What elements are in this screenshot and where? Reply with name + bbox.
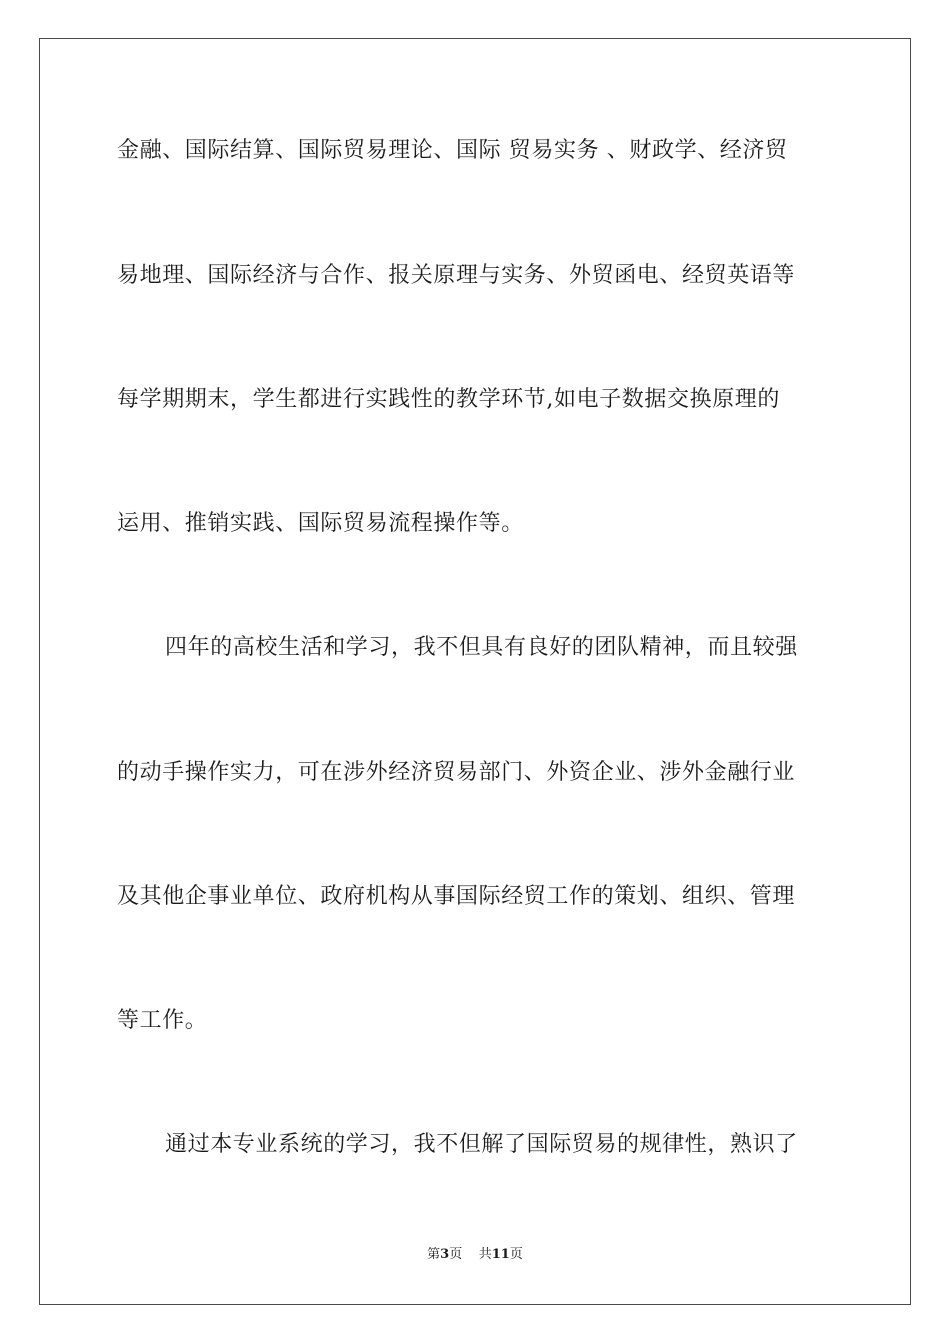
total-prefix: 共 [478,1247,492,1262]
page-prefix: 第 [427,1247,441,1262]
body-line-4: 运用、推销实践、国际贸易流程操作等。 [117,511,524,536]
body-line-5: 四年的高校生活和学习，我不但具有良好的团队精神，而且较强 [165,635,798,660]
body-line-3: 每学期期末，学生都进行实践性的教学环节,如电子数据交换原理的 [117,387,780,412]
total-suffix: 页 [509,1247,523,1262]
body-line-7: 及其他企事业单位、政府机构从事国际经贸工作的策划、组织、管理 [117,884,796,909]
page-suffix: 页 [449,1247,463,1262]
page-footer [0,1246,950,1264]
body-line-9: 通过本专业系统的学习，我不但解了国际贸易的规律性，熟识了 [165,1132,798,1157]
total-pages: 11 [491,1247,510,1262]
body-line-8: 等工作。 [117,1008,208,1033]
body-line-2: 易地理、国际经济与合作、报关原理与实务、外贸函电、经贸英语等 [117,263,796,288]
page-number: 3 [440,1247,450,1262]
body-line-6: 的动手操作实力，可在涉外经济贸易部门、外资企业、涉外金融行业 [117,760,796,785]
page-border [39,38,911,1305]
body-line-1: 金融、国际结算、国际贸易理论、国际 贸易实务 、财政学、经济贸 [117,138,788,163]
